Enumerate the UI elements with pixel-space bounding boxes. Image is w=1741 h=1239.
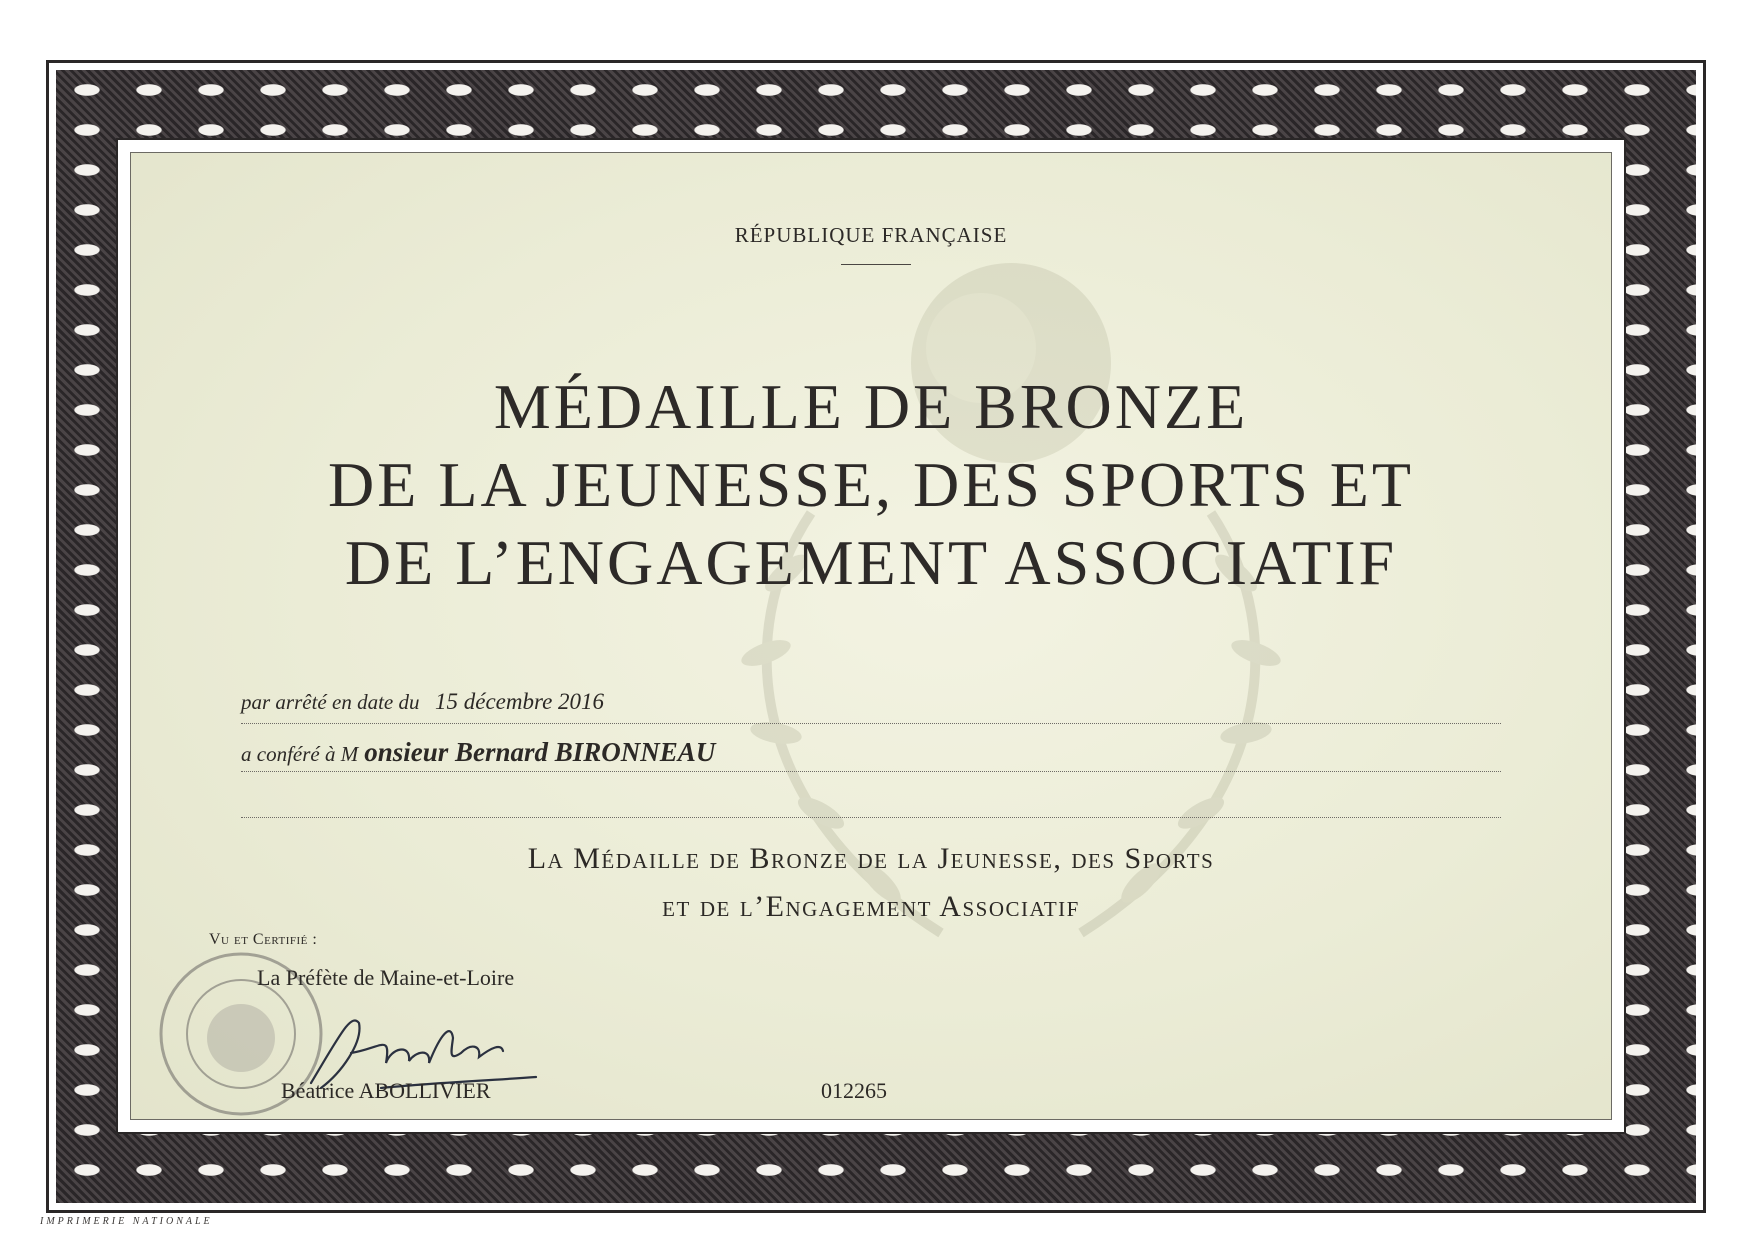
recipient-prefix: a conféré à M	[241, 742, 359, 766]
decree-date: 15 décembre 2016	[434, 689, 605, 714]
award-line-2: et de l’Engagement Associatif	[662, 890, 1080, 923]
decree-prefix: par arrêté en date du	[241, 690, 420, 714]
header-rule	[841, 264, 911, 265]
printer-credit: IMPRIMERIE NATIONALE	[40, 1216, 213, 1227]
award-line-1: La Médaille de Bronze de la Jeunesse, des Sports	[527, 842, 1215, 875]
serial-number: 012265	[821, 1078, 887, 1103]
blank-dotted-line	[241, 783, 1501, 818]
title-line-1: MÉDAILLE DE BRONZE	[493, 371, 1249, 442]
republic-header: RÉPUBLIQUE FRANÇAISE	[734, 223, 1008, 247]
recipient-line	[241, 737, 1501, 772]
recipient-name: onsieur Bernard BIRONNEAU	[364, 737, 716, 767]
decree-date-line	[241, 689, 1501, 724]
prefect-title: La Préfète de Maine-et-Loire	[257, 965, 515, 990]
signer-name: Béatrice ABOLLIVIER	[281, 1078, 491, 1103]
award-description	[131, 835, 1611, 931]
parchment-panel	[130, 152, 1612, 1120]
title-line-3: DE L’ENGAGEMENT ASSOCIATIF	[344, 527, 1398, 598]
certified-label: Vu et Certifié :	[209, 931, 318, 948]
certificate-title	[131, 368, 1611, 602]
title-line-2: DE LA JEUNESSE, DES SPORTS ET	[328, 449, 1414, 520]
